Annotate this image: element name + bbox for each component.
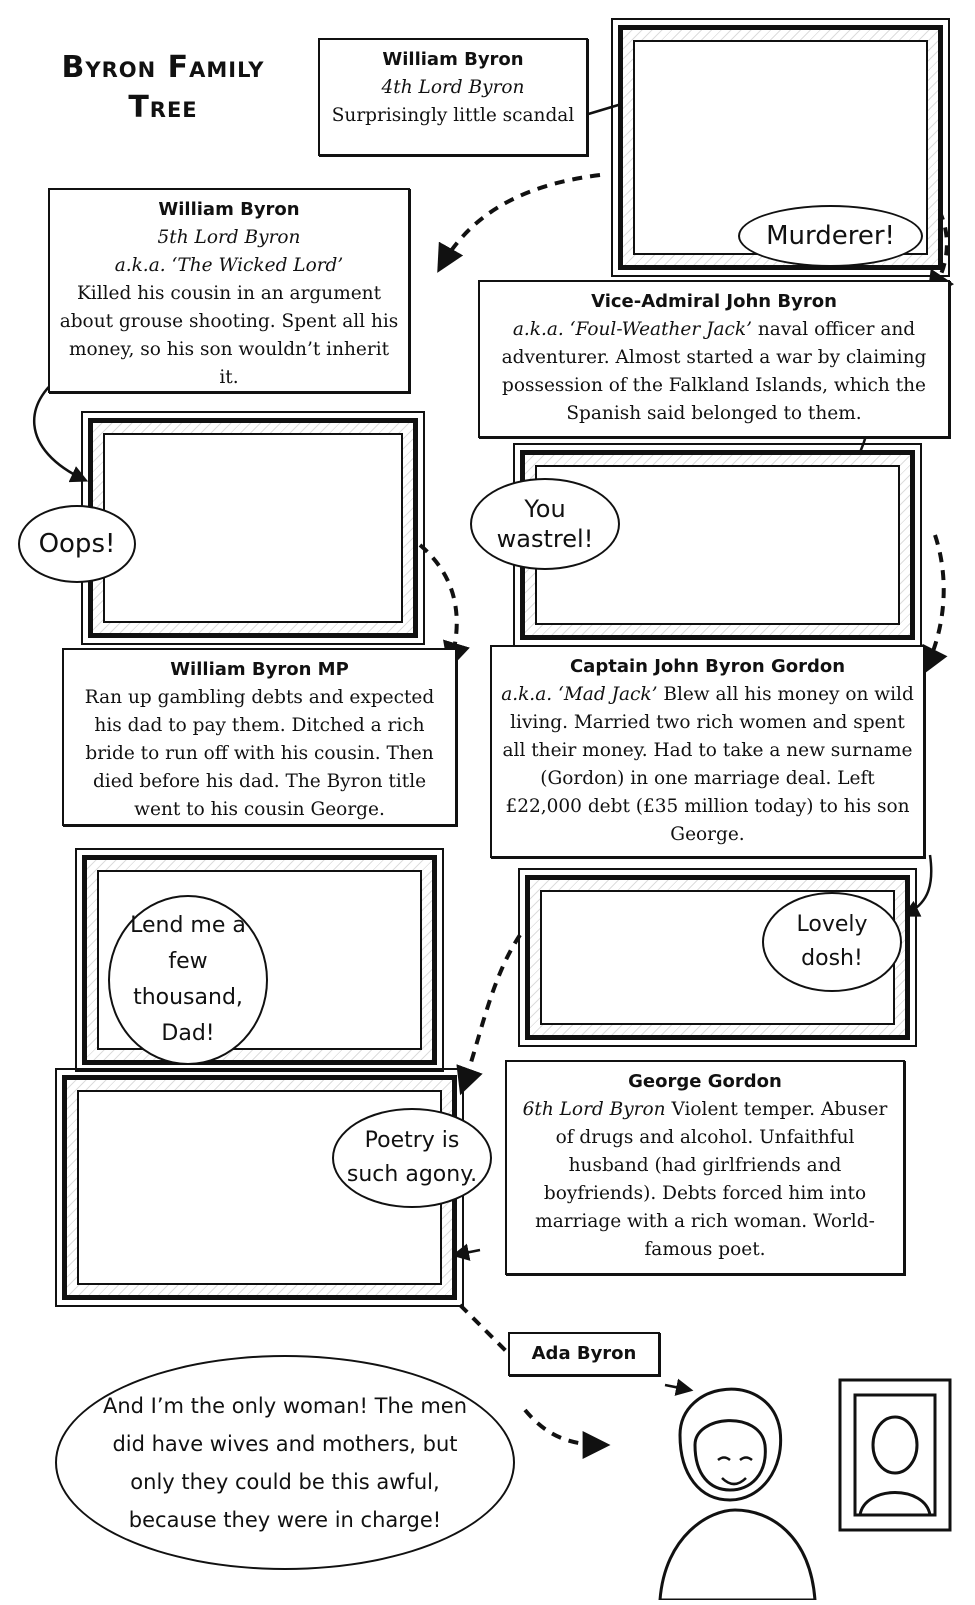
speech-bubble-oops: Oops! bbox=[18, 505, 136, 583]
portrait-frame-william-5th bbox=[88, 418, 418, 638]
box-captain-john-byron-gordon bbox=[490, 645, 925, 858]
desc-william-byron-mp: Ran up gambling debts and expected his dad to pay them. Ditched a rich bride to run off with his cousin. Then died before his dad. The Byron title went to his cousin George. bbox=[84, 687, 435, 820]
box-vice-admiral-john-byron bbox=[478, 280, 950, 438]
title-5th-lord-byron: 5th Lord Byron bbox=[157, 227, 301, 248]
portrait-william-5th bbox=[103, 433, 403, 623]
box-william-byron-mp bbox=[62, 648, 457, 826]
box-ada-byron bbox=[508, 1332, 660, 1376]
speech-bubble-poetry: Poetry is such agony. bbox=[332, 1108, 492, 1208]
name-george-gordon: George Gordon bbox=[628, 1071, 782, 1092]
aka-foul-weather-jack: a.k.a. ‘Foul-Weather Jack’ bbox=[512, 319, 752, 340]
box-william-byron-5th bbox=[48, 188, 410, 393]
desc-william-byron-5th: Killed his cousin in an argument about grouse shooting. Spent all his money, so his son wouldn’t inherit it. bbox=[59, 283, 399, 388]
speech-bubble-dosh: Lovely dosh! bbox=[762, 892, 902, 992]
speech-bubble-wastrel: You wastrel! bbox=[470, 478, 620, 570]
speech-bubble-murderer: Murderer! bbox=[738, 205, 923, 267]
name-ada-byron: Ada Byron bbox=[531, 1343, 637, 1364]
name-william-byron-5th: William Byron bbox=[158, 199, 300, 220]
desc-william-byron-4th: Surprisingly little scandal bbox=[331, 105, 575, 126]
box-william-byron-4th bbox=[318, 38, 588, 156]
name-vice-admiral-john-byron: Vice-Admiral John Byron bbox=[591, 291, 837, 312]
speech-bubble-lend: Lend me a few thousand, Dad! bbox=[108, 895, 268, 1065]
ada-byron-illustration bbox=[640, 1360, 960, 1600]
desc-vice-admiral-john-byron: a.k.a. ‘Foul-Weather Jack’ naval officer and adventurer. Almost started a war by claiming possession of the Falkland Islands, which the Spanish said belonged to them. bbox=[501, 319, 927, 424]
speech-bubble-ada: And I’m the only woman! The men did have wives and mothers, but only they could be this awful, because they were in charge! bbox=[55, 1355, 515, 1570]
box-george-gordon bbox=[505, 1060, 905, 1275]
aka-wicked-lord: a.k.a. ‘The Wicked Lord’ bbox=[114, 255, 344, 276]
title-4th-lord-byron: 4th Lord Byron bbox=[381, 77, 525, 98]
desc-george-gordon: 6th Lord Byron Violent temper. Abuser of drugs and alcohol. Unfaithful husband (had girlfriends and boyfriends). Debts forced him into marriage with a rich woman. World-famous poet. bbox=[522, 1099, 888, 1260]
aka-mad-jack: a.k.a. ‘Mad Jack’ bbox=[501, 684, 658, 705]
page-title: Byron Family Tree bbox=[61, 50, 265, 125]
title-6th-lord-byron: 6th Lord Byron bbox=[522, 1099, 666, 1120]
name-captain-john-byron-gordon: Captain John Byron Gordon bbox=[569, 656, 846, 677]
desc-captain-john-byron-gordon: a.k.a. ‘Mad Jack’ Blew all his money on wild living. Married two rich women and spent all their money. Had to take a new surname (Gordon) in one marriage deal. Left £22,000 debt (£35 million today) to his son George. bbox=[501, 684, 914, 845]
name-william-byron-4th: William Byron bbox=[382, 49, 524, 70]
name-william-byron-mp: William Byron MP bbox=[170, 659, 349, 680]
